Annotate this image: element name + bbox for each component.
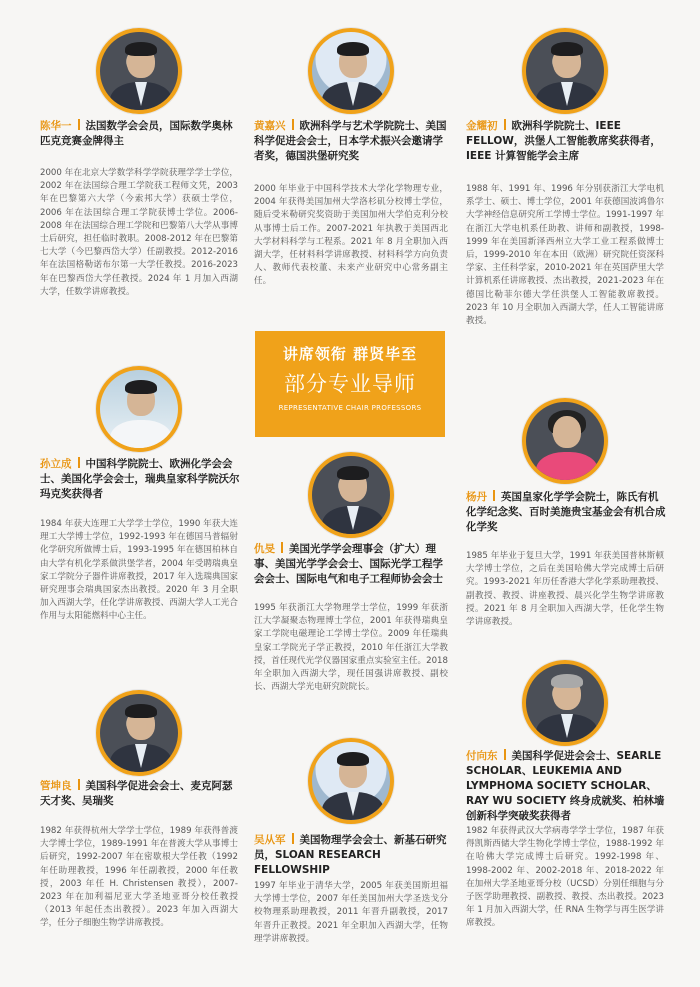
professor-photo xyxy=(522,660,608,746)
professor-heading xyxy=(40,119,240,149)
professor-name: 金耀初 xyxy=(466,120,498,132)
professor-photo xyxy=(96,366,182,452)
banner-slogan: 讲席领衔 群贤毕至 xyxy=(282,345,418,363)
professor-heading xyxy=(466,119,666,164)
professor-heading xyxy=(254,833,450,878)
professor-bio: 1982 年获得武汉大学病毒学学士学位，1987 年获得凯斯西储大学生物化学博士学位，1988-1992 年在哈佛大学完成博士后研究。1992-1998 年、1998-2002 年、2002-2018 年、2018-2022 年在加州大学圣地亚哥分校（UCSD）分别任细胞与分子医学助理教授、副教授、教授、杰出教授。2023 年 1 月加入西湖大学，任 RNA 生物学与再生医学讲席教授。 xyxy=(466,826,664,929)
professor-title: 美国科学促进会会士、SEARLE SCHOLAR、LEUKEMIA AND LYMPHOMA SOCIETY SCHOLAR、RAY WU SOCIETY 终身成就奖、柏林墙创新科学突破奖获得者 xyxy=(466,750,665,822)
professor-photo xyxy=(308,738,394,824)
professor-bio: 1984 年获大连理工大学学士学位，1990 年获大连理工大学博士学位，1992-1993 年在德国马普辐射化学研究所做博士后，1993-1995 年在德国柏林自由大学有机化学系做洪堡学者，2004 年受聘瑞典皇家工学院分子器件讲席教授，2017 年入选瑞典国家研究理事会瑞典国家杰出教授。2020 年 3 月全职加入西湖大学，任化学讲席教授、西湖大学人工光合作用与太阳能燃料中心主任。 xyxy=(40,519,238,622)
professor-photo xyxy=(522,28,608,114)
professor-photo xyxy=(96,28,182,114)
banner-title: 部分专业导师 xyxy=(284,372,416,396)
professor-heading xyxy=(254,542,450,587)
professor-name: 付向东 xyxy=(466,750,498,762)
professor-bio: 1982 年获得杭州大学学士学位，1989 年获得普渡大学博士学位，1989-1991 年在普渡大学从事博士后研究，1992-2007 年在密歇根大学任教（1992 年任助理教授，1996 年任副教授，2000 年任教授，2003 年任 H. Christensen 教授），2007-2023 年在加利福尼亚大学圣地亚哥分校任教授（2013 年起任杰出教授）。2023 年加入西湖大学，任分子细胞生物学讲席教授。 xyxy=(40,826,238,929)
professor-heading xyxy=(466,490,666,535)
professor-heading xyxy=(40,457,240,502)
professor-photo xyxy=(308,452,394,538)
professor-name: 管坤良 xyxy=(40,780,72,792)
professor-heading xyxy=(466,749,666,824)
chair-professors-banner xyxy=(255,331,445,437)
professor-photo xyxy=(308,28,394,114)
professor-bio: 2000 年在北京大学数学科学学院获理学学士学位，2002 年在法国综合理工学院获工程师文凭，2003 年在巴黎第六大学（今索邦大学）获硕士学位，2006 年在法国综合理工学院获博士学位。2006-2008 年在法国综合理工学院和巴黎第八大学从事博士后研究，担任临时教职。2008-2012 年在巴黎第七大学（今巴黎西岱大学）任副教授。2012-2016 年在法国格勒诺布尔第一大学任教授。2016-2023 年在巴黎西岱大学任教授。2024 年 1 月加入西湖大学，任数学讲席教授。 xyxy=(40,168,238,297)
banner-subtitle: REPRESENTATIVE CHAIR PROFESSORS xyxy=(278,404,422,412)
professor-name: 吴从军 xyxy=(254,834,286,846)
professor-name: 黄嘉兴 xyxy=(254,120,286,132)
professor-heading xyxy=(254,119,450,164)
professor-bio: 2000 年毕业于中国科学技术大学化学物理专业，2004 年获得美国加州大学洛杉矶分校博士学位，随后受米勒研究奖资助于美国加州大学伯克利分校从事博士后工作。2007-2021 年执教于美国西北大学材料科学与工程系。2021 年 8 月全职加入西湖大学，任材料科学讲席教授、材料科学方向负责人、教师代表校董、未来产业研究中心常务副主任。 xyxy=(254,184,448,287)
professor-title: 美国物理学会会士、新基石研究员，SLOAN RESEARCH FELLOWSHIP xyxy=(254,834,447,876)
professor-title: 欧洲科学与艺术学院院士、美国科学促进会会士，日本学术振兴会邀请学者奖，德国洪堡研究奖 xyxy=(254,120,447,162)
professor-title: 法国数学会会员，国际数学奥林匹克竞赛金牌得主 xyxy=(40,120,233,147)
professor-name: 仇旻 xyxy=(254,543,275,555)
professor-name: 孙立成 xyxy=(40,458,72,470)
professor-heading xyxy=(40,779,240,809)
professor-bio: 1985 年毕业于复旦大学，1991 年获美国普林斯顿大学博士学位，之后在美国哈佛大学完成博士后研究。1993-2021 年历任香港大学化学系助理教授、副教授、教授、讲座教授、晨兴化学生物学讲席教授。2021 年 8 月全职加入西湖大学，任化学生物学讲席教授。 xyxy=(466,551,664,628)
professor-photo xyxy=(522,398,608,484)
professor-name: 杨丹 xyxy=(466,491,487,503)
professor-photo xyxy=(96,690,182,776)
professor-bio: 1997 年毕业于清华大学，2005 年获美国斯坦福大学博士学位，2007 年任美国加州大学圣迭戈分校物理系助理教授，2011 年晋升副教授，2017 年晋升正教授。2021 年全职加入西湖大学，任物理学讲席教授。 xyxy=(254,881,448,944)
professor-title: 美国科学促进会会士、麦克阿瑟天才奖、吴瑞奖 xyxy=(40,780,233,807)
professor-title: 欧洲科学院院士、IEEE FELLOW，洪堡人工智能教席奖获得者，IEEE 计算智能学会主席 xyxy=(466,120,661,162)
professor-name: 陈华一 xyxy=(40,120,72,132)
professor-bio: 1995 年获浙江大学物理学士学位，1999 年获浙江大学凝聚态物理博士学位，2001 年获得瑞典皇家工学院电磁理论工学博士学位。2009 年任瑞典皇家工学院光子学正教授，2010 年任浙江大学教授，首任现代光学仪器国家重点实验室主任。2018 年全职加入西湖大学，现任国强讲席教授、副校长、西湖大学光电研究院院长。 xyxy=(254,603,448,693)
professor-title: 美国光学学会理事会（扩大）理事、美国光学学会会士、国际光学工程学会会士、国际电气和电子工程师协会会士 xyxy=(254,543,443,585)
professor-title: 中国科学院院士、欧洲化学会会士、美国化学会会士，瑞典皇家科学院沃尔玛克奖获得者 xyxy=(40,458,240,500)
professor-bio: 1988 年、1991 年、1996 年分别获浙江大学电机系学士、硕士、博士学位，2001 年获德国波鸿鲁尔大学神经信息研究所工学博士学位。1991-1997 年在浙江大学电机系任助教、讲师和副教授，1998-1999 年在美国新泽西州立大学工业工程系做博士后，1999-2010 年在本田（欧洲）研究院任资深科学家、主任科学家，2010-2021 年在英国萨里大学计算机系任讲席教授、杰出教授，2021-2023 年在德国比勒菲尔德大学任洪堡人工智能教席教授。2023 年 10 月全职加入西湖大学，任人工智能讲席教授。 xyxy=(466,184,664,327)
professor-title: 英国皇家化学学会院士，陈氏有机化学纪念奖、百时美施贵宝基金会有机合成化学奖 xyxy=(466,491,666,533)
